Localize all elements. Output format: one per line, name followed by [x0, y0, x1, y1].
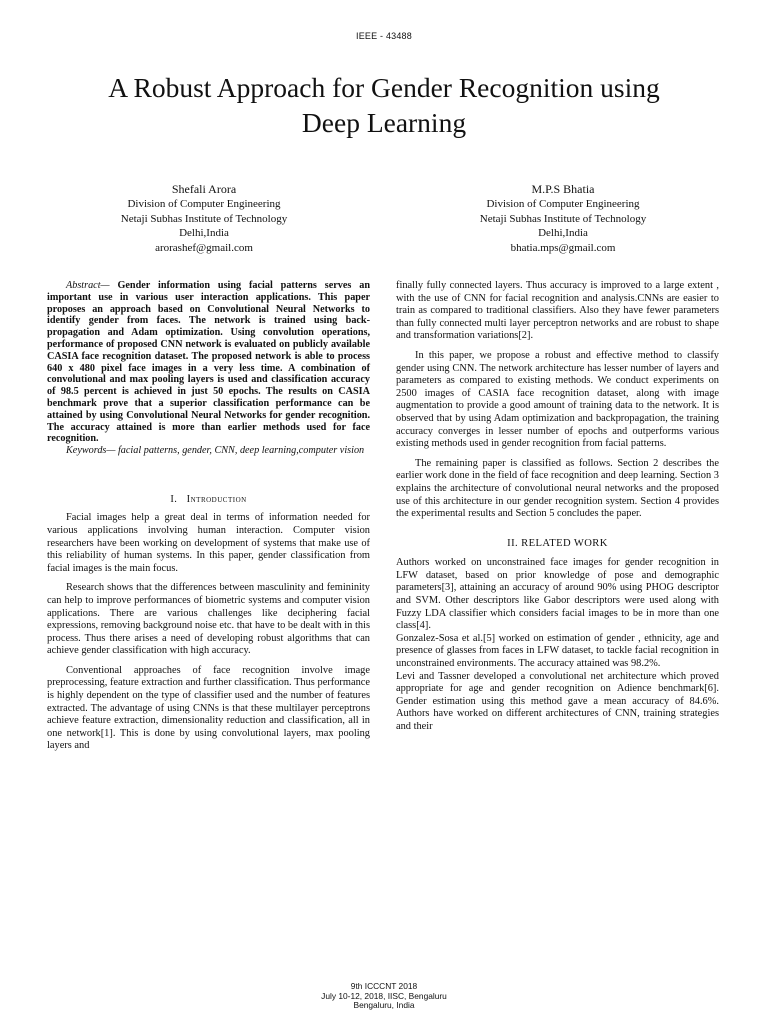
paragraph: finally fully connected layers. Thus accuracy is improved to a large extent , with the use of CNN for facial recognition and analysis.CNNs are easier to train as compared to traditional classifiers. Also they have fewer parameters than fully connected multi layer perceptron networks and are robust to shape and transformation variations[2]. — [396, 280, 719, 342]
conference-id: IEEE - 43488 — [356, 31, 412, 41]
author-dept: Division of Computer Engineering — [486, 198, 640, 210]
author-block-1 — [74, 181, 334, 255]
left-column — [47, 280, 370, 753]
abstract-label: Abstract— — [66, 280, 110, 291]
title-line-1: A Robust Approach for Gender Recognition using — [108, 72, 660, 103]
keywords: Keywords— facial patterns, gender, CNN, deep learning,computer vision — [66, 445, 365, 457]
paragraph: Conventional approaches of face recognition involve image preprocessing, feature extraction and further classification. Thus performance is highly dependent on the type of classifier used and the number of features extracted. The advantage of using CNNs is that these multilayer perceptrons achieve feature extraction, dimensionality reduction and classification, all in one network[1]. This is done by using convolutional layers, max pooling layers and — [47, 664, 370, 752]
paragraph: The remaining paper is classified as follows. Section 2 describes the earlier work done in the field of face recognition and deep learning. Section 3 explains the architecture of convolutional neural networks and the proposed use of this architecture in our gender recognition system. Section 4 provides the experimental results and Section 5 concludes the paper. — [396, 457, 719, 520]
author-email: bhatia.mps@gmail.com — [510, 241, 616, 254]
paragraph: Research shows that the differences between masculinity and femininity can help to improve performances of biometric systems and computer vision applications. There are various challenges like deciphering facial expressions, removing background noise etc. that have to be dealt with in this process. Thus there arises a need of developing robust algorithms that can achieve gender classification with high accuracy. — [47, 582, 370, 657]
section-title: Introduction — [186, 493, 247, 505]
abstract — [47, 280, 370, 445]
abstract-text: Gender information using facial patterns serves an important use in various user interaction applications. This paper proposes an approach based on Convolutional Neural Networks to identify gender from faces. The network is trained using back-propagation and Adam optimization. Using convolution operations, performance of proposed CNN network is evaluated on publicly available CASIA face recognition dataset. The proposed network is able to process 640 x 480 pixel face images in a very less time. A combination of convolutional and max pooling layers is used and classification accuracy of 98.5 percent is achieved in just 50 epochs. The results on CASIA benchmark prove that a superior classification performance can be attained by using Convolutional Neural Networks for gender recognition. The accuracy attained is more than earlier methods used for face recognition. — [47, 280, 370, 445]
paragraph: Facial images help a great deal in terms of information needed for various applications involving human interaction. Computer vision researchers have been working on development of systems that make use of this reliability of human systems. In this paper, gender classification from facial images is the main focus. — [47, 512, 370, 574]
paragraph: Gonzalez-Sosa et al.[5] worked on estimation of gender , ethnicity, age and presence of glasses from faces in LFW dataset, to tackle facial recognition in unconstrained environments. The accuracy attained was 98.2%. — [396, 632, 719, 670]
author-inst: Netaji Subhas Institute of Technology — [479, 212, 647, 225]
paper-title — [40, 70, 728, 140]
author-email: arorashef@gmail.com — [155, 241, 253, 254]
footer — [0, 982, 768, 1011]
paragraph: Authors worked on unconstrained face images for gender recognition in LFW dataset, based on prior knowledge of pose and demographic parameters[3], attaining an accuracy of around 90% using PHOG descriptor and SVM. Other descriptors like Gabor descriptors were used along with Fuzzy LDA classifier which considers facial images to be in more than one class[4]. — [396, 557, 719, 632]
author-city: Delhi,India — [538, 227, 588, 239]
paragraph: In this paper, we propose a robust and effective method to classify gender using CNN. The network architecture has lesser number of layers and parameters as compared to existing methods. We conduct experiments on 2500 images of CASIA face recognition dataset, along with image augmentation to provide a good amount of training data to the network. It is observed that by using Adam optimization and backpropagation, the training accuracy converges in lesser number of epochs and outperforms various existing methods used in gender recognition from facial patterns. — [396, 349, 719, 450]
paragraph: Levi and Tassner developed a convolutional net architecture which proved appropriate for age and gender recognition on Adience benchmark[6]. Gender estimation using this method gave a mean accuracy of 84.6%. Authors have worked on different architectures of CNN, training strategies and their — [396, 670, 719, 732]
footer-line-3: Bengaluru, India — [353, 1000, 415, 1010]
section-heading-introduction — [47, 494, 370, 507]
author-name: M.P.S Bhatia — [531, 182, 595, 196]
author-block-2 — [433, 181, 693, 255]
right-column — [396, 280, 719, 734]
title-line-2: Deep Learning — [301, 107, 467, 138]
section-number: I. — [170, 493, 178, 505]
author-inst: Netaji Subhas Institute of Technology — [120, 212, 288, 225]
section-heading-related-work: II. RELATED WORK — [507, 537, 608, 549]
footer-line-2: July 10-12, 2018, IISC, Bengaluru — [321, 990, 447, 1001]
author-dept: Division of Computer Engineering — [127, 198, 281, 210]
author-city: Delhi,India — [179, 227, 229, 239]
author-name: Shefali Arora — [171, 182, 237, 196]
footer-line-1: 9th ICCCNT 2018 — [350, 981, 418, 991]
